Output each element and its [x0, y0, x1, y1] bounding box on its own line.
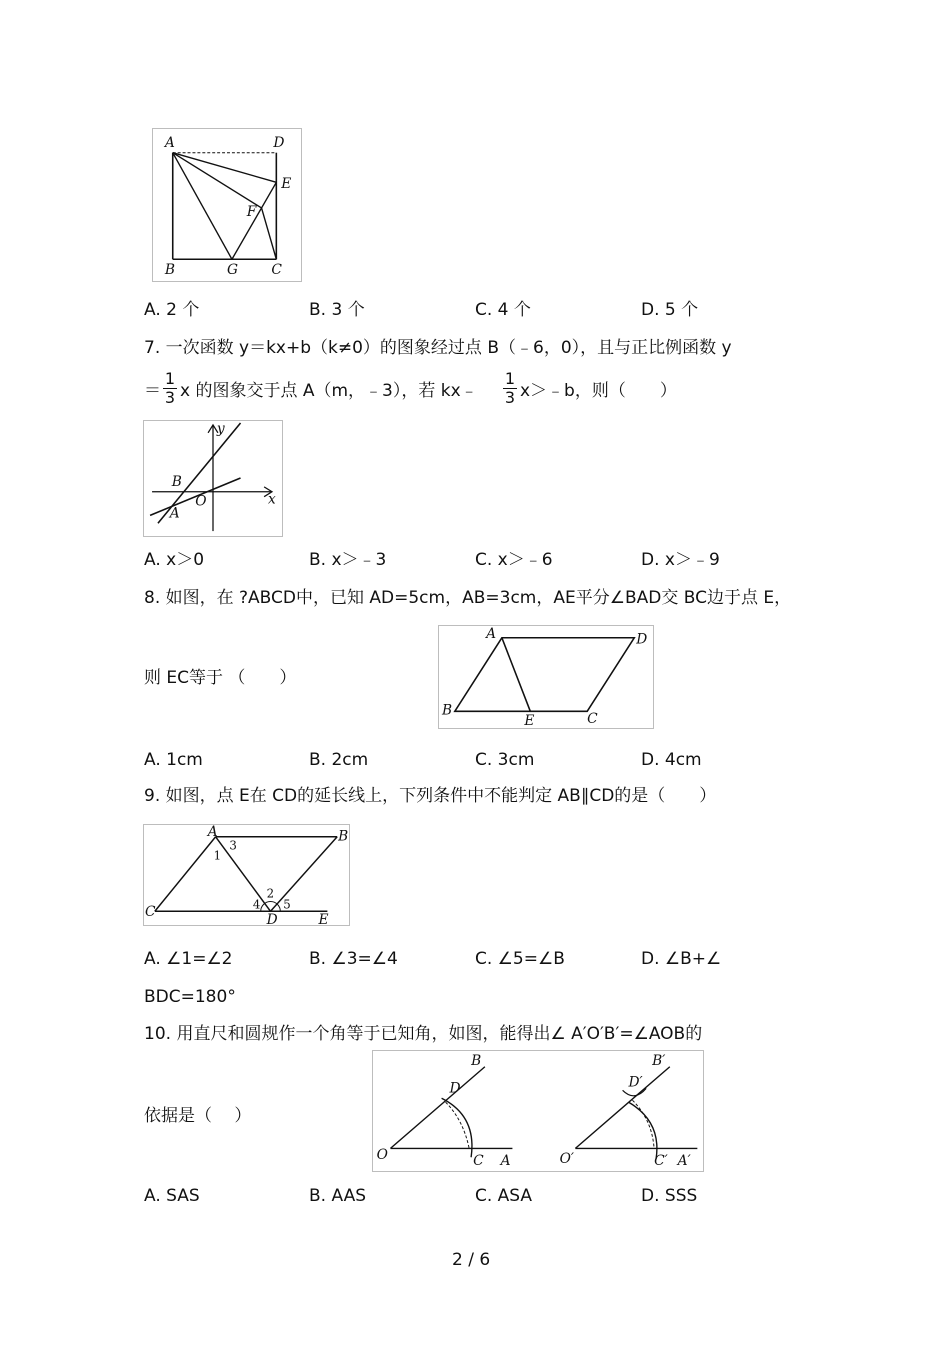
q7-frac1-den: 3 [164, 388, 176, 407]
q7-label-O: O [195, 493, 207, 510]
q8-label-E: E [524, 713, 535, 728]
q10-label-A-prime: A′ [677, 1153, 691, 1170]
q8-option-c[interactable]: C. 3cm [475, 750, 535, 770]
q9-angle-4: 4 [252, 897, 261, 912]
q10-label-A: A [500, 1153, 511, 1170]
q10-option-d[interactable]: D. SSS [641, 1186, 698, 1206]
q7-frac2-num: 1 [504, 369, 516, 388]
q9-option-d-continued: BDC=180° [144, 987, 236, 1007]
q9-angle-1: 1 [213, 848, 222, 863]
q7-text-line2b: x 的图象交于点 A（m，﹣3），若 kx﹣ [180, 381, 478, 401]
q9-label-D: D [266, 912, 278, 925]
q10-text-line1: 10. 用直尺和圆规作一个角等于已知角，如图，能得出∠ A′O′B′=∠AOB的 [144, 1024, 703, 1044]
q6-option-a[interactable]: A. 2 个 [144, 300, 200, 320]
q8-text-line1: 8. 如图，在 ?ABCD中，已知 AD=5cm，AB=3cm，AE平分∠BAD交 BC边于点 E， [144, 588, 792, 608]
q7-option-d[interactable]: D. x＞﹣9 [641, 550, 720, 570]
q10-label-C-prime: C′ [654, 1153, 668, 1170]
q6-option-b[interactable]: B. 3 个 [309, 300, 365, 320]
q8-label-D: D [636, 631, 648, 648]
q7-text-line2c: x＞﹣b，则（ ） [520, 381, 677, 401]
q7-fraction-1 [163, 370, 177, 407]
q10-label-O: O [376, 1147, 388, 1164]
q6-label-G: G [227, 262, 239, 279]
q9-label-B: B [338, 828, 349, 845]
q7-label-A: A [169, 505, 180, 522]
q7-label-y: y [216, 421, 225, 437]
q10-label-B: B [471, 1052, 482, 1069]
q8-option-b[interactable]: B. 2cm [309, 750, 369, 770]
q10-label-D-prime: D′ [628, 1074, 643, 1091]
q6-figure-square [152, 128, 302, 282]
q7-option-a[interactable]: A. x＞0 [144, 550, 205, 570]
q6-option-d[interactable]: D. 5 个 [641, 300, 699, 320]
q6-label-E: E [281, 176, 292, 193]
q8-option-a[interactable]: A. 1cm [144, 750, 203, 770]
q9-option-b[interactable]: B. ∠3=∠4 [309, 949, 398, 969]
q8-text-line2: 则 EC等于 （ ） [144, 668, 297, 688]
q6-label-B: B [164, 262, 175, 279]
q9-angle-3: 3 [229, 838, 237, 853]
q8-option-d[interactable]: D. 4cm [641, 750, 702, 770]
q7-frac1-num: 1 [164, 369, 176, 388]
q10-option-b[interactable]: B. AAS [309, 1186, 366, 1206]
q7-frac2-den: 3 [504, 388, 516, 407]
q10-figure-construction [372, 1050, 704, 1172]
q6-option-c[interactable]: C. 4 个 [475, 300, 531, 320]
q9-label-E: E [318, 912, 329, 925]
q9-angle-2: 2 [266, 886, 275, 901]
q7-label-x: x [268, 491, 276, 508]
q8-figure-parallelogram [438, 625, 654, 729]
q7-fraction-2 [503, 370, 517, 407]
q10-option-c[interactable]: C. ASA [475, 1186, 533, 1206]
q7-option-c[interactable]: C. x＞﹣6 [475, 550, 553, 570]
q8-label-C: C [587, 711, 598, 728]
q7-option-b[interactable]: B. x＞﹣3 [309, 550, 387, 570]
q10-option-a[interactable]: A. SAS [144, 1186, 200, 1206]
q9-angle-5: 5 [283, 897, 291, 912]
q10-label-C: C [473, 1153, 484, 1170]
q9-label-A: A [207, 825, 218, 840]
q6-label-D: D [273, 134, 285, 151]
q6-label-C: C [271, 262, 282, 279]
q7-text-line1: 7. 一次函数 y＝kx+b（k≠0）的图象经过点 B（﹣6，0），且与正比例函数 y [144, 338, 732, 358]
q9-option-a[interactable]: A. ∠1=∠2 [144, 949, 233, 969]
q8-label-B: B [442, 702, 453, 719]
q7-text-eq: ＝ [144, 381, 161, 401]
q9-text-line1: 9. 如图，点 E在 CD的延长线上，下列条件中不能判定 AB∥CD的是（ ） [144, 786, 717, 806]
q10-label-O-prime: O′ [559, 1151, 575, 1168]
q9-option-d[interactable]: D. ∠B+∠ [641, 949, 722, 969]
q10-label-D: D [449, 1080, 461, 1097]
q10-text-line2: 依据是（ ） [144, 1106, 252, 1126]
q7-label-B: B [171, 473, 182, 490]
q9-option-c[interactable]: C. ∠5=∠B [475, 949, 565, 969]
q6-label-F: F [246, 203, 257, 220]
q8-label-A: A [486, 626, 497, 642]
q7-figure-graph [143, 420, 283, 537]
q9-figure [143, 824, 350, 926]
q9-label-C: C [145, 904, 156, 921]
q10-label-B-prime: B′ [652, 1052, 666, 1069]
q6-label-A: A [164, 134, 175, 151]
page-number: 2 / 6 [452, 1250, 491, 1270]
